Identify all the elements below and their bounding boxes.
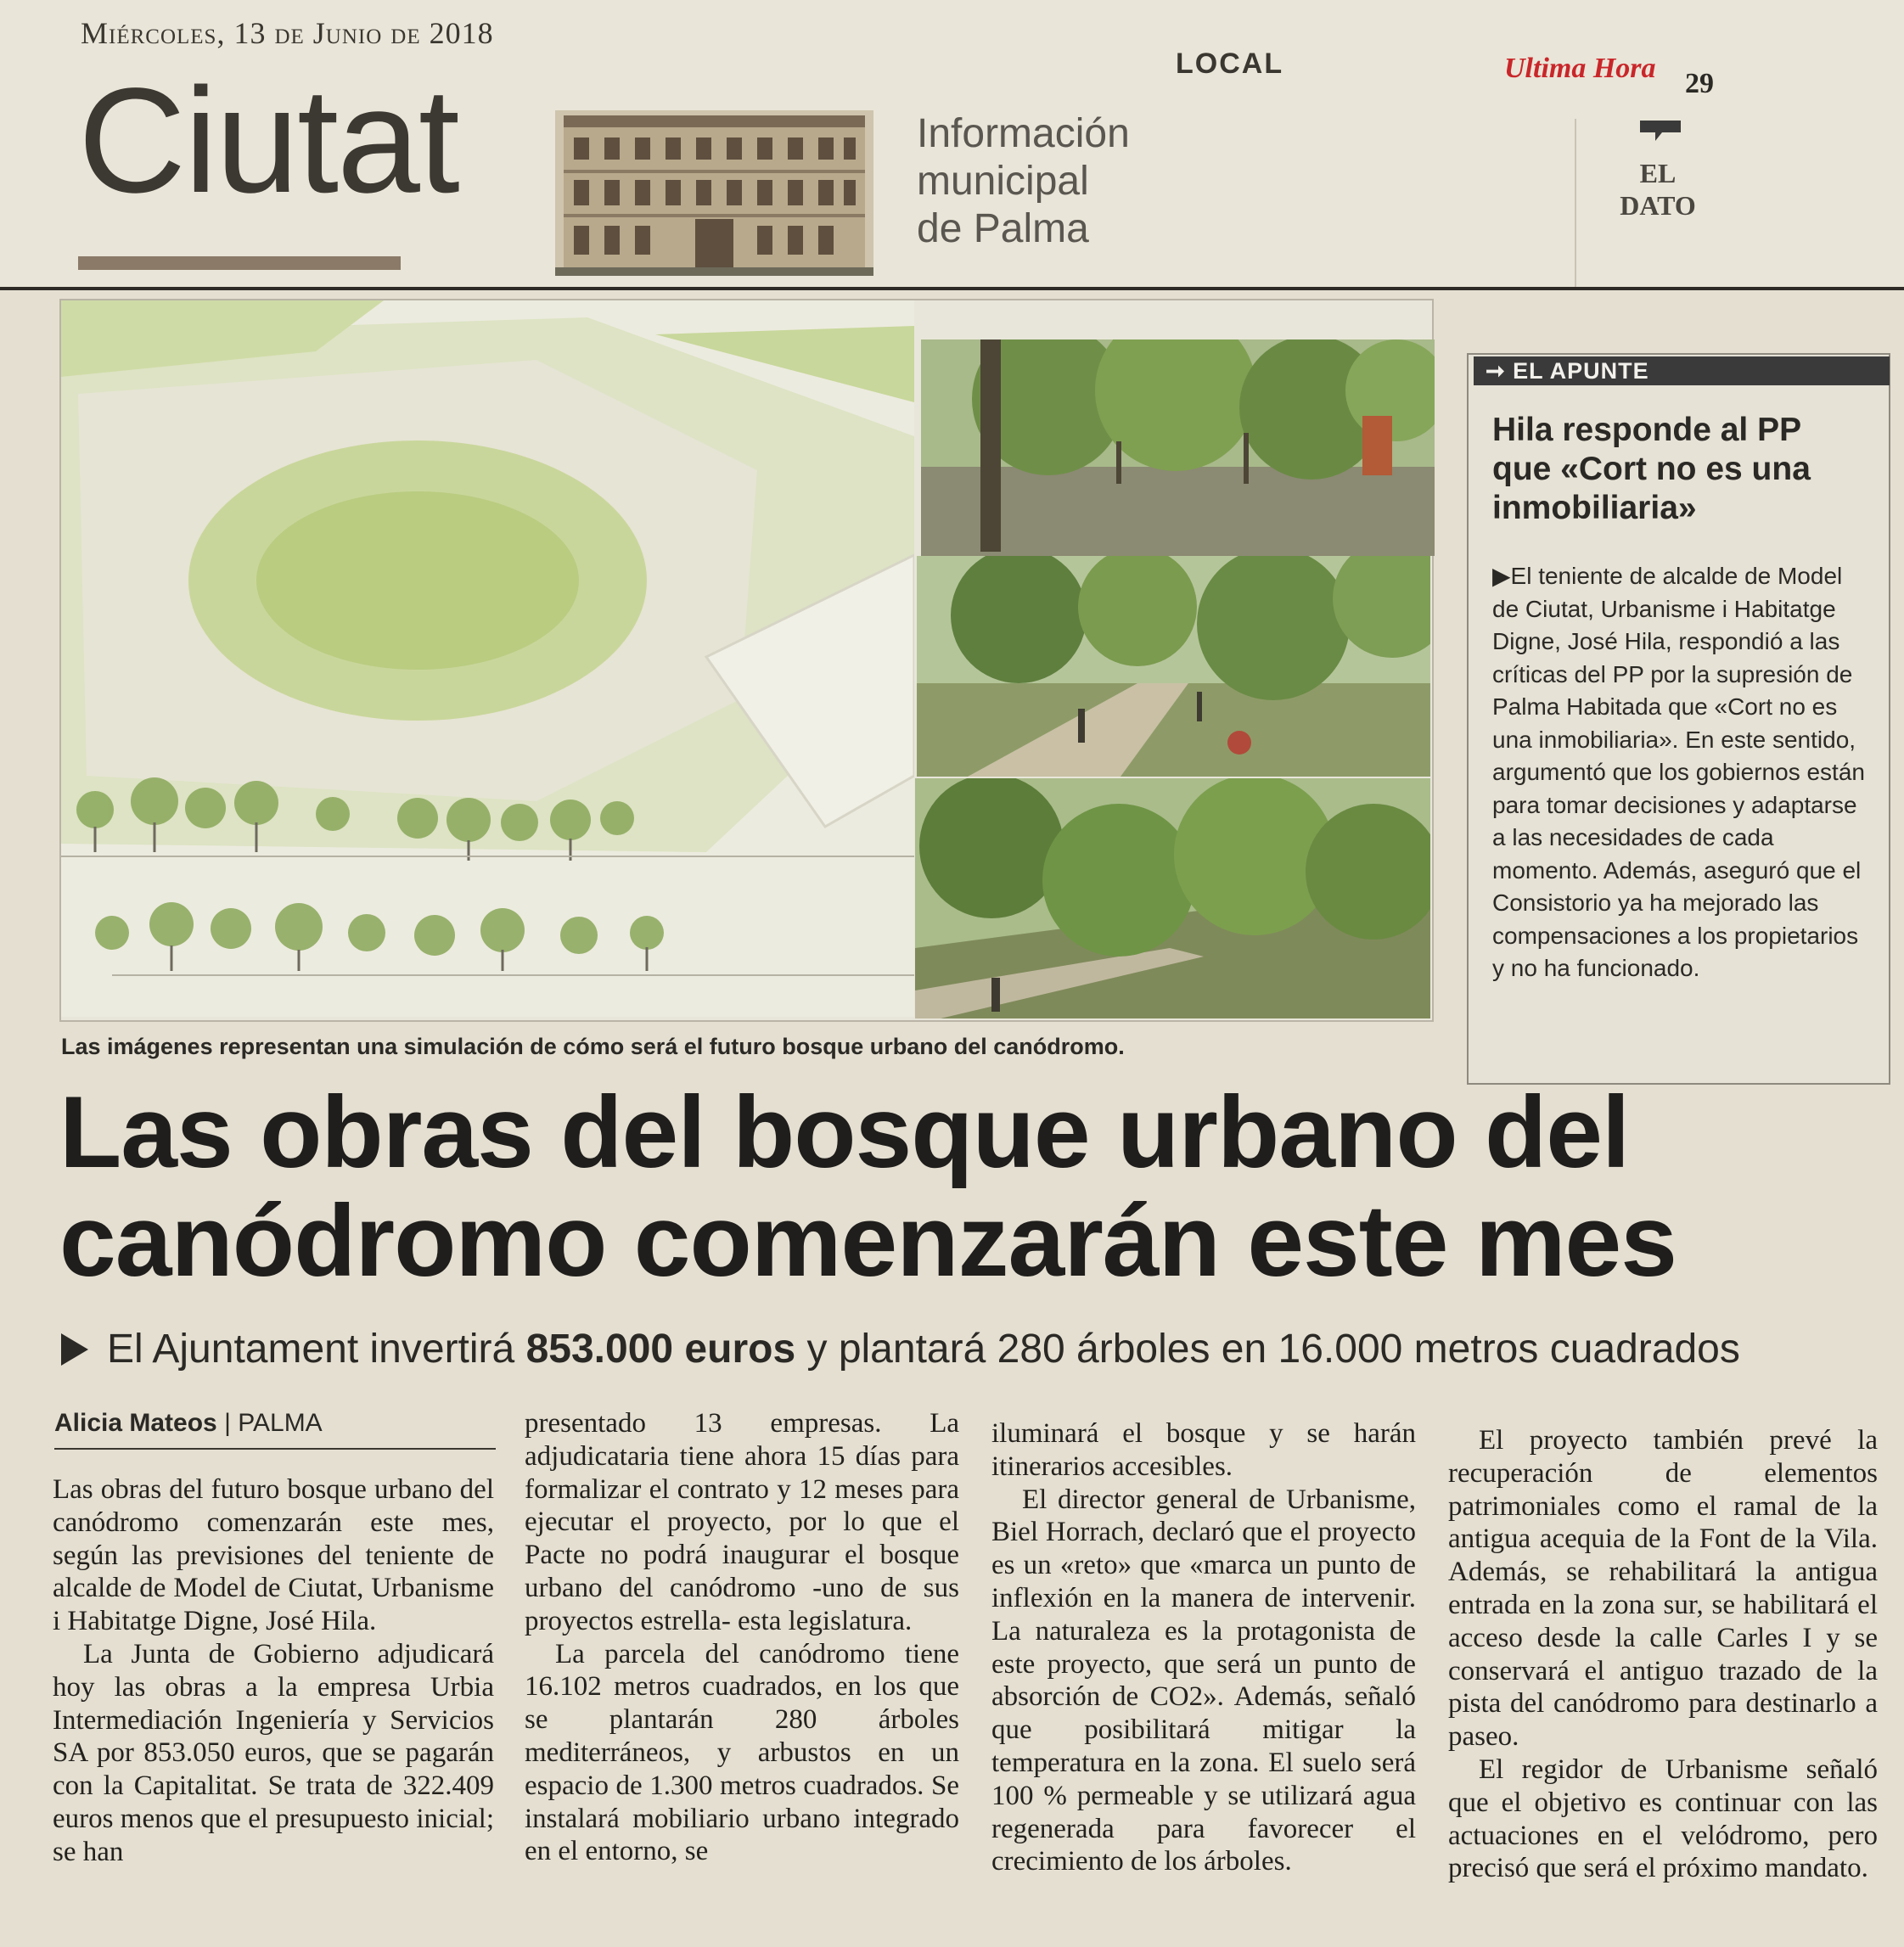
article-column-2 bbox=[525, 1407, 959, 1868]
photo-caption: Las imágenes representan una simulación de cómo será el futuro bosque urbano del canódromo. bbox=[61, 1034, 1125, 1059]
subheadline bbox=[61, 1324, 1895, 1375]
info-line-3: de Palma bbox=[917, 206, 1089, 251]
triangle-arrow-icon bbox=[61, 1333, 88, 1366]
town-hall-illustration bbox=[555, 110, 873, 276]
byline-separator: | bbox=[224, 1409, 239, 1437]
paragraph: El proyecto también prevé la recuperación de elementos patrimoniales como el ramal de la antigua acequia de la Font de la Vila. Además, se rehabilitará la antigua entrada en la zona sur, se habilitará el acceso desde la calle Carles I y se conservará el antiguo trazado de la pista del canódromo para destinarlo a paseo. bbox=[1448, 1425, 1878, 1753]
municipal-info-label bbox=[917, 110, 1130, 253]
sidebar-header-label: ➞ EL APUNTE bbox=[1486, 358, 1649, 384]
page-number: 29 bbox=[1685, 68, 1714, 99]
section-name: Ciutat bbox=[78, 58, 458, 224]
author-name: Alicia Mateos bbox=[54, 1409, 217, 1437]
speech-bubble-icon bbox=[1637, 117, 1684, 143]
subhead-text-1: El Ajuntament invertirá bbox=[107, 1327, 515, 1372]
article-column-3 bbox=[991, 1417, 1416, 1878]
park-render-photo-2 bbox=[917, 556, 1430, 777]
subhead-text-2: y plantará 280 árboles en 16.000 metros cuadrados bbox=[806, 1327, 1740, 1372]
info-line-1: Información bbox=[917, 111, 1130, 156]
section-label: LOCAL bbox=[1176, 48, 1284, 80]
newspaper-brand: Ultima Hora bbox=[1504, 53, 1656, 84]
park-plan-render bbox=[61, 300, 914, 1017]
byline bbox=[54, 1409, 323, 1438]
article-column-1 bbox=[53, 1473, 494, 1869]
sidebar-header bbox=[1474, 356, 1890, 385]
masthead-underline bbox=[78, 256, 401, 270]
byline-rule bbox=[54, 1448, 496, 1450]
paragraph: La parcela del canódromo tiene 16.102 metros cuadrados, en los que se plantarán 280 árboles mediterráneos, y arbustos en un espacio de 1.300 metros cuadrados. Se instalará mobiliario urbano integrado en el entorno, se bbox=[525, 1638, 959, 1867]
article-column-4 bbox=[1448, 1424, 1878, 1885]
park-render-photo-1 bbox=[921, 339, 1435, 556]
masthead-rule bbox=[0, 287, 1904, 290]
info-line-2: municipal bbox=[917, 159, 1089, 204]
subhead-amount: 853.000 euros bbox=[525, 1327, 796, 1372]
sidebar-body: ▶El teniente de alcalde de Model de Ciutat, Urbanisme i Habitatge Digne, José Hila, respondió a las críticas del PP por la supresión de Palma Habitada que «Cort no es una inmobiliaria». En este sentido, argumentó que los gobiernos están para tomar decisiones y adaptarse a las necesidades de cada momento. Además, aseguró que el Consistorio ya ha mejorado las compensaciones a los propietarios y no ha funcionado. bbox=[1492, 563, 1865, 981]
paragraph: La Junta de Gobierno adjudicará hoy las obras a la empresa Urbia Intermediación Ingeniería y Servicios SA por 853.050 euros, que se pagarán con la Capitalitat. Se trata de 322.409 euros menos que el presupuesto inicial; se han bbox=[53, 1638, 494, 1867]
headline-line-1: Las obras del bosque urbano del bbox=[59, 1075, 1630, 1189]
paragraph: El director general de Urbanisme, Biel Horrach, declaró que el proyecto es un «reto» que «marca un punto de inflexión en la manera de intervenir. La naturaleza es la protagonista de este proyecto, que será un punto de absorción de CO2». Además, señaló que posibilitará mitigar la temperatura en la zona. El suelo será 100 % permeable y se utilizará agua regenerada para favorecer el crecimiento de los árboles. bbox=[991, 1484, 1416, 1877]
headline bbox=[59, 1075, 1893, 1298]
byline-location: PALMA bbox=[238, 1409, 323, 1437]
park-render-photo-3 bbox=[915, 778, 1430, 1018]
paragraph: presentado 13 empresas. La adjudicataria tiene ahora 15 días para formalizar el contrato y 12 meses para ejecutar el proyecto, por lo que el Pacte no podrá inaugurar el bosque urbano del canódromo -uno de sus proyectos estrella- esta legislatura. bbox=[525, 1408, 959, 1636]
el-dato-label: EL DATO bbox=[1620, 158, 1696, 221]
issue-date: Miércoles, 13 de Junio de 2018 bbox=[81, 16, 494, 50]
paragraph: iluminará el bosque y se harán itinerarios accesibles. bbox=[991, 1418, 1416, 1482]
headline-line-2: canódromo comenzarán este mes bbox=[59, 1184, 1677, 1298]
paragraph: El regidor de Urbanisme señaló que el objetivo es continuar con las actuaciones en el velódromo, pero precisó que será el próximo mandato. bbox=[1448, 1753, 1878, 1884]
paragraph: Las obras del futuro bosque urbano del canódromo comenzarán este mes, según las previsiones del teniente de alcalde de Model de Ciutat, Urbanisme i Habitatge Digne, José Hila. bbox=[53, 1474, 494, 1637]
sidebar-title: Hila responde al PP que «Cort no es una inmobiliaria» bbox=[1492, 412, 1811, 526]
